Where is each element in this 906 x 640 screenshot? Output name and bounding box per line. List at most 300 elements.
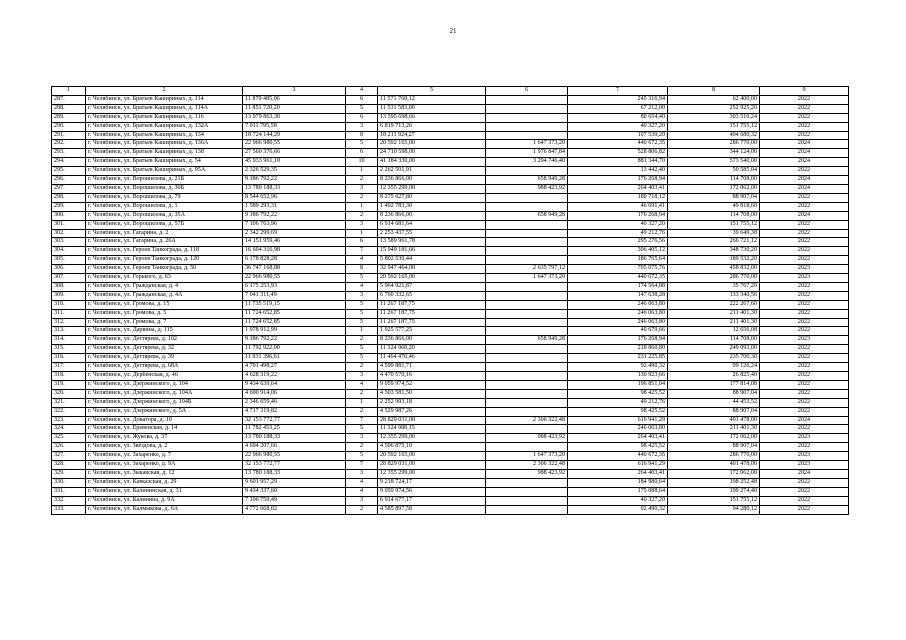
row-count: 1 xyxy=(346,229,378,238)
row-total-cost: 9 434 639,64 xyxy=(243,380,346,389)
row-cost-c: 107 539,20 xyxy=(568,131,668,140)
row-cost-a: 9 059 974,56 xyxy=(378,487,486,496)
row-cost-c: 174 564,88 xyxy=(568,282,668,291)
table-row xyxy=(52,256,849,265)
row-cost-d: 99 126,24 xyxy=(668,363,760,372)
row-count: 2 xyxy=(346,443,378,452)
row-total-cost: 7 041 311,49 xyxy=(243,291,346,300)
row-cost-a: 1 492 783,30 xyxy=(378,202,486,211)
row-address: г. Челябинск, ул. Дзержинского, д. 104Б xyxy=(86,398,243,407)
row-count: 1 xyxy=(346,202,378,211)
row-cost-a: 6 914 677,17 xyxy=(378,496,486,505)
row-index: 287. xyxy=(52,95,86,104)
row-count: 1 xyxy=(346,327,378,336)
row-address: г. Челябинск, ул. Дарвина, д. 115 xyxy=(86,327,243,336)
row-cost-a: 11 267 187,75 xyxy=(378,318,486,327)
row-cost-a: 11 571 768,12 xyxy=(378,95,486,104)
row-total-cost: 1 978 912,99 xyxy=(243,327,346,336)
row-index: 306. xyxy=(52,265,86,274)
row-index: 310. xyxy=(52,300,86,309)
row-cost-c: 245 316,94 xyxy=(568,95,668,104)
table-row xyxy=(52,380,849,389)
row-total-cost: 36 747 168,88 xyxy=(243,265,346,274)
row-cost-a: 4 599 881,71 xyxy=(378,363,486,372)
row-cost-c: 175 088,64 xyxy=(568,487,668,496)
row-cost-b: 2 306 322,48 xyxy=(486,461,568,470)
row-cost-d: 88 907,04 xyxy=(668,193,760,202)
row-year: 2022 xyxy=(760,202,849,211)
row-total-cost: 9 601 957,29 xyxy=(243,478,346,487)
row-cost-d: 35 767,20 xyxy=(668,282,760,291)
row-cost-b xyxy=(486,238,568,247)
row-cost-a: 24 710 598,00 xyxy=(378,149,486,158)
row-year: 2022 xyxy=(760,131,849,140)
row-count: 3 xyxy=(346,469,378,478)
row-cost-b: 2 306 322,48 xyxy=(486,416,568,425)
row-cost-a: 9 059 974,52 xyxy=(378,380,486,389)
table-row xyxy=(52,95,849,104)
row-cost-d: 88 907,04 xyxy=(668,443,760,452)
row-address: г. Челябинск, ул. Калинина, д. 9А xyxy=(86,496,243,505)
row-index: 295. xyxy=(52,167,86,176)
row-index: 296. xyxy=(52,176,86,185)
row-cost-a: 20 592 165,00 xyxy=(378,274,486,283)
row-address: г. Челябинск, ул. Гагарина, д. 26А xyxy=(86,238,243,247)
row-count: 2 xyxy=(346,336,378,345)
row-cost-b: 988 423,92 xyxy=(486,434,568,443)
row-address: г. Челябинск, ул. Дегтярева, д. 68А xyxy=(86,363,243,372)
row-cost-d: 235 700,30 xyxy=(668,354,760,363)
row-total-cost: 11 879 485,06 xyxy=(243,95,346,104)
row-cost-d: 189 532,20 xyxy=(668,256,760,265)
table-body xyxy=(52,87,849,515)
row-year: 2024 xyxy=(760,140,849,149)
row-total-cost: 18 724 144,29 xyxy=(243,131,346,140)
row-year: 2022 xyxy=(760,327,849,336)
row-index: 321. xyxy=(52,398,86,407)
row-index: 291. xyxy=(52,131,86,140)
row-index: 331. xyxy=(52,487,86,496)
table-row xyxy=(52,300,849,309)
row-cost-a: 13 589 961,78 xyxy=(378,238,486,247)
row-cost-b xyxy=(486,113,568,122)
row-total-cost: 7 106 759,49 xyxy=(243,496,346,505)
row-cost-b xyxy=(486,104,568,113)
row-count: 2 xyxy=(346,176,378,185)
row-address: г. Челябинск, ул. Громова, д. 5 xyxy=(86,309,243,318)
row-cost-b: 3 294 746,40 xyxy=(486,158,568,167)
row-cost-b xyxy=(486,398,568,407)
row-year: 2022 xyxy=(760,505,849,514)
row-cost-b xyxy=(486,425,568,434)
row-cost-b xyxy=(486,389,568,398)
row-cost-c: 264 403,41 xyxy=(568,434,668,443)
row-index: 299. xyxy=(52,202,86,211)
row-cost-c: 40 327,20 xyxy=(568,220,668,229)
row-total-cost: 1 589 293,31 xyxy=(243,202,346,211)
row-index: 308. xyxy=(52,282,86,291)
row-cost-d: 266 721,12 xyxy=(668,238,760,247)
row-cost-c: 40 679,66 xyxy=(568,327,668,336)
row-address: г. Челябинск, ул. Братьев Кашириных, д. 138 xyxy=(86,149,243,158)
row-count: 3 xyxy=(346,372,378,381)
column-header: 1 xyxy=(52,87,86,96)
row-index: 333. xyxy=(52,505,86,514)
row-cost-c: 180 718,12 xyxy=(568,193,668,202)
row-address: г. Челябинск, ул. Братьев Кашириных, д. 95А xyxy=(86,167,243,176)
row-count: 2 xyxy=(346,389,378,398)
row-cost-d: 401 478,00 xyxy=(668,416,760,425)
row-index: 320. xyxy=(52,389,86,398)
row-cost-c: 130 923,66 xyxy=(568,372,668,381)
row-cost-d: 286 770,00 xyxy=(668,140,760,149)
row-index: 318. xyxy=(52,372,86,381)
row-cost-b: 658 949,28 xyxy=(486,336,568,345)
row-address: г. Челябинск, ул. Дзержинского, д. 104А xyxy=(86,389,243,398)
row-year: 2022 xyxy=(760,478,849,487)
row-cost-d: 286 770,00 xyxy=(668,274,760,283)
row-cost-d: 199 274,40 xyxy=(668,487,760,496)
row-cost-c: 246 063,80 xyxy=(568,318,668,327)
row-count: 5 xyxy=(346,354,378,363)
row-total-cost: 4 628 319,22 xyxy=(243,372,346,381)
row-cost-b xyxy=(486,202,568,211)
row-address: г. Челябинск, ул. Братьев Кашириных, д. 114 xyxy=(86,95,243,104)
row-count: 5 xyxy=(346,345,378,354)
row-count: 4 xyxy=(346,487,378,496)
row-index: 289. xyxy=(52,113,86,122)
table-row xyxy=(52,345,849,354)
row-cost-c: 231 225,85 xyxy=(568,354,668,363)
row-cost-a: 2 262 501,91 xyxy=(378,167,486,176)
row-index: 292. xyxy=(52,140,86,149)
row-total-cost: 32 153 772,77 xyxy=(243,461,346,470)
row-year: 2022 xyxy=(760,300,849,309)
row-cost-b: 2 635 797,12 xyxy=(486,265,568,274)
row-year: 2022 xyxy=(760,389,849,398)
row-cost-a: 18 211 924,27 xyxy=(378,131,486,140)
row-address: г. Челябинск, ул. Ворошилова, д. 57Б xyxy=(86,220,243,229)
row-cost-c: 147 638,28 xyxy=(568,291,668,300)
row-cost-b xyxy=(486,95,568,104)
row-cost-c: 306 405,12 xyxy=(568,247,668,256)
row-cost-a: 8 275 027,80 xyxy=(378,193,486,202)
row-count: 3 xyxy=(346,220,378,229)
row-cost-d: 401 478,00 xyxy=(668,461,760,470)
row-cost-d: 172 062,00 xyxy=(668,184,760,193)
row-count: 4 xyxy=(346,256,378,265)
row-year: 2022 xyxy=(760,247,849,256)
row-cost-a: 12 355 299,00 xyxy=(378,184,486,193)
row-cost-b xyxy=(486,327,568,336)
row-index: 327. xyxy=(52,452,86,461)
row-cost-b xyxy=(486,282,568,291)
row-cost-c: 246 063,80 xyxy=(568,309,668,318)
row-cost-c: 46 691,41 xyxy=(568,202,668,211)
row-cost-c: 246 063,80 xyxy=(568,425,668,434)
row-count: 5 xyxy=(346,318,378,327)
row-year: 2023 xyxy=(760,461,849,470)
column-header: 9 xyxy=(760,87,849,96)
row-cost-a: 32 947 464,00 xyxy=(378,265,486,274)
row-cost-d: 404 680,32 xyxy=(668,131,760,140)
row-total-cost: 27 560 376,66 xyxy=(243,149,346,158)
row-cost-d: 151 755,12 xyxy=(668,496,760,505)
table-row xyxy=(52,354,849,363)
row-year: 2022 xyxy=(760,487,849,496)
row-address: г. Челябинск, ул. Ворошилова, д. 1 xyxy=(86,202,243,211)
row-address: г. Челябинск, ул. Захаренко, д. 7 xyxy=(86,452,243,461)
row-year: 2022 xyxy=(760,407,849,416)
row-year: 2023 xyxy=(760,434,849,443)
row-cost-b xyxy=(486,496,568,505)
row-cost-c: 616 941,29 xyxy=(568,416,668,425)
row-cost-a: 11 324 988,15 xyxy=(378,425,486,434)
row-address: г. Челябинск, ул. Братьев Кашириных, д. 136А xyxy=(86,140,243,149)
row-cost-b xyxy=(486,354,568,363)
table-row xyxy=(52,443,849,452)
row-cost-b xyxy=(486,505,568,514)
row-cost-d: 303 510,24 xyxy=(668,113,760,122)
table-row xyxy=(52,229,849,238)
row-total-cost: 4 694 207,66 xyxy=(243,443,346,452)
row-cost-d: 88 907,04 xyxy=(668,407,760,416)
row-count: 3 xyxy=(346,434,378,443)
row-cost-c: 186 765,64 xyxy=(568,256,668,265)
registry-table xyxy=(51,86,849,515)
table-row xyxy=(52,407,849,416)
table-row xyxy=(52,425,849,434)
row-cost-c: 92 490,32 xyxy=(568,363,668,372)
row-cost-d: 286 770,00 xyxy=(668,452,760,461)
row-cost-c: 98 425,52 xyxy=(568,407,668,416)
row-year: 2022 xyxy=(760,380,849,389)
row-address: г. Челябинск, ул. Горького, д. 63 xyxy=(86,274,243,283)
row-index: 290. xyxy=(52,122,86,131)
row-year: 2022 xyxy=(760,425,849,434)
row-address: г. Челябинск, ул. Братьев Кашириных, д. 134 xyxy=(86,131,243,140)
row-year: 2022 xyxy=(760,496,849,505)
row-count: 3 xyxy=(346,291,378,300)
row-cost-c: 528 806,82 xyxy=(568,149,668,158)
row-address: г. Челябинск, ул. Дегтярева, д. 39 xyxy=(86,354,243,363)
row-cost-b xyxy=(486,407,568,416)
row-index: 332. xyxy=(52,496,86,505)
row-index: 297. xyxy=(52,184,86,193)
table-row xyxy=(52,265,849,274)
row-address: г. Челябинск, ул. Гагарина, д. 2 xyxy=(86,229,243,238)
row-total-cost: 9 186 792,22 xyxy=(243,211,346,220)
row-year: 2024 xyxy=(760,149,849,158)
row-index: 302. xyxy=(52,229,86,238)
row-total-cost: 8 544 652,96 xyxy=(243,193,346,202)
row-address: г. Челябинск, ул. Гражданская, д. 4 xyxy=(86,282,243,291)
table-row xyxy=(52,434,849,443)
row-address: г. Челябинск, ул. Героев Танкограда, д. 118 xyxy=(86,247,243,256)
row-year: 2022 xyxy=(760,443,849,452)
table-row xyxy=(52,327,849,336)
row-cost-a: 41 184 330,00 xyxy=(378,158,486,167)
table-row xyxy=(52,318,849,327)
row-address: г. Челябинск, ул. Братьев Кашириных, д. 114А xyxy=(86,104,243,113)
row-cost-d: 249 093,00 xyxy=(668,345,760,354)
row-cost-a: 9 218 724,17 xyxy=(378,478,486,487)
row-address: г. Челябинск, ул. Ворошилова, д. 35А xyxy=(86,211,243,220)
row-year: 2024 xyxy=(760,469,849,478)
row-year: 2023 xyxy=(760,452,849,461)
row-cost-b xyxy=(486,131,568,140)
row-year: 2022 xyxy=(760,256,849,265)
row-cost-a: 8 236 866,00 xyxy=(378,211,486,220)
row-cost-b xyxy=(486,478,568,487)
row-total-cost: 22 966 980,55 xyxy=(243,452,346,461)
row-index: 319. xyxy=(52,380,86,389)
row-address: г. Челябинск, ул. Громова, д. 7 xyxy=(86,318,243,327)
row-cost-c: 295 276,56 xyxy=(568,238,668,247)
row-count: 5 xyxy=(346,300,378,309)
row-cost-c: 80 654,40 xyxy=(568,113,668,122)
row-total-cost: 14 151 959,46 xyxy=(243,238,346,247)
row-cost-c: 176 268,94 xyxy=(568,211,668,220)
row-cost-d: 114 708,00 xyxy=(668,336,760,345)
row-cost-c: 440 672,35 xyxy=(568,140,668,149)
row-year: 2022 xyxy=(760,122,849,131)
row-cost-d: 39 649,38 xyxy=(668,229,760,238)
row-cost-a: 13 595 698,66 xyxy=(378,113,486,122)
row-address: г. Челябинск, ул. Братьев Кашириных, д. 116 xyxy=(86,113,243,122)
row-index: 305. xyxy=(52,256,86,265)
row-cost-b: 658 949,28 xyxy=(486,211,568,220)
row-cost-c: 881 344,70 xyxy=(568,158,668,167)
row-cost-b xyxy=(486,380,568,389)
row-cost-a: 4 470 570,16 xyxy=(378,372,486,381)
row-cost-c: 184 980,64 xyxy=(568,478,668,487)
row-cost-a: 1 925 577,25 xyxy=(378,327,486,336)
table-row xyxy=(52,372,849,381)
row-total-cost: 13 780 188,33 xyxy=(243,434,346,443)
row-address: г. Челябинск, ул. Братьев Кашириных, д. 54 xyxy=(86,158,243,167)
table-row xyxy=(52,140,849,149)
row-year: 2024 xyxy=(760,184,849,193)
row-count: 10 xyxy=(346,158,378,167)
row-address: г. Челябинск, ул. Еревенская, д. 14 xyxy=(86,425,243,434)
row-index: 323. xyxy=(52,416,86,425)
row-cost-b: 1 647 373,20 xyxy=(486,140,568,149)
row-cost-c: 40 327,20 xyxy=(568,122,668,131)
row-cost-a: 6 760 332,65 xyxy=(378,291,486,300)
row-year: 2022 xyxy=(760,291,849,300)
row-cost-b xyxy=(486,291,568,300)
row-cost-c: 49 212,76 xyxy=(568,398,668,407)
row-cost-d: 151 755,12 xyxy=(668,122,760,131)
row-cost-b xyxy=(486,229,568,238)
row-total-cost: 11 931 396,61 xyxy=(243,354,346,363)
row-total-cost: 4 772 668,02 xyxy=(243,505,346,514)
row-year: 2022 xyxy=(760,398,849,407)
row-cost-c: 92 490,32 xyxy=(568,505,668,514)
row-year: 2022 xyxy=(760,113,849,122)
table-row xyxy=(52,416,849,425)
table-row xyxy=(52,122,849,131)
row-count: 7 xyxy=(346,461,378,470)
row-index: 314. xyxy=(52,336,86,345)
row-total-cost: 9 186 792,22 xyxy=(243,336,346,345)
row-cost-d: 44 453,52 xyxy=(668,398,760,407)
row-cost-a: 12 355 299,00 xyxy=(378,469,486,478)
row-total-cost: 7 106 763,96 xyxy=(243,220,346,229)
row-cost-d: 114 708,00 xyxy=(668,211,760,220)
row-year: 2022 xyxy=(760,95,849,104)
row-index: 328. xyxy=(52,461,86,470)
row-count: 5 xyxy=(346,140,378,149)
row-address: г. Челябинск, ул. Захаренко, д. 9А xyxy=(86,461,243,470)
row-cost-a: 5 964 921,87 xyxy=(378,282,486,291)
row-cost-d: 12 656,08 xyxy=(668,327,760,336)
column-header: 6 xyxy=(486,87,568,96)
row-total-cost: 9 434 337,60 xyxy=(243,487,346,496)
row-cost-c: 218 860,80 xyxy=(568,345,668,354)
row-count: 3 xyxy=(346,496,378,505)
table-row xyxy=(52,461,849,470)
row-cost-a: 8 236 866,00 xyxy=(378,176,486,185)
row-total-cost: 13 979 863,30 xyxy=(243,113,346,122)
row-cost-a: 28 829 031,00 xyxy=(378,461,486,470)
row-cost-d: 62 400,00 xyxy=(668,95,760,104)
row-year: 2022 xyxy=(760,363,849,372)
table-row xyxy=(52,131,849,140)
row-cost-d: 88 907,04 xyxy=(668,389,760,398)
row-total-cost: 9 186 792,22 xyxy=(243,176,346,185)
row-cost-b xyxy=(486,167,568,176)
row-cost-d: 172 062,00 xyxy=(668,469,760,478)
table-row xyxy=(52,202,849,211)
row-total-cost: 45 933 961,10 xyxy=(243,158,346,167)
row-cost-b xyxy=(486,372,568,381)
row-cost-d: 344 124,00 xyxy=(668,149,760,158)
table-row xyxy=(52,184,849,193)
row-year: 2022 xyxy=(760,167,849,176)
row-index: 312. xyxy=(52,318,86,327)
row-count: 1 xyxy=(346,398,378,407)
row-index: 325. xyxy=(52,434,86,443)
row-cost-b xyxy=(486,220,568,229)
table-row xyxy=(52,149,849,158)
row-cost-c: 440 672,35 xyxy=(568,452,668,461)
row-count: 2 xyxy=(346,505,378,514)
row-address: г. Челябинск, ул. Дербенская, д. 46 xyxy=(86,372,243,381)
row-cost-c: 40 327,20 xyxy=(568,496,668,505)
row-cost-d: 50 585,04 xyxy=(668,167,760,176)
row-address: г. Челябинск, ул. Героев Танкограда, д. 50 xyxy=(86,265,243,274)
row-count: 8 xyxy=(346,131,378,140)
row-index: 315. xyxy=(52,345,86,354)
row-index: 329. xyxy=(52,469,86,478)
row-cost-c: 176 268,94 xyxy=(568,176,668,185)
row-total-cost: 4 690 914,06 xyxy=(243,389,346,398)
row-address: г. Челябинск, ул. Калининская, д. 31 xyxy=(86,487,243,496)
row-total-cost: 2 342 299,69 xyxy=(243,229,346,238)
row-address: г. Челябинск, ул. Звёздова, д. 2 xyxy=(86,443,243,452)
row-cost-a: 2 252 993,18 xyxy=(378,398,486,407)
row-year: 2022 xyxy=(760,193,849,202)
row-address: г. Челябинск, ул. Доватора, д. 10 xyxy=(86,416,243,425)
row-year: 2022 xyxy=(760,309,849,318)
table-row xyxy=(52,398,849,407)
row-total-cost: 22 966 980,55 xyxy=(243,274,346,283)
row-cost-a: 4 506 875,10 xyxy=(378,443,486,452)
row-address: г. Челябинск, ул. Братьев Кашириных, д. 132А xyxy=(86,122,243,131)
row-count: 5 xyxy=(346,274,378,283)
